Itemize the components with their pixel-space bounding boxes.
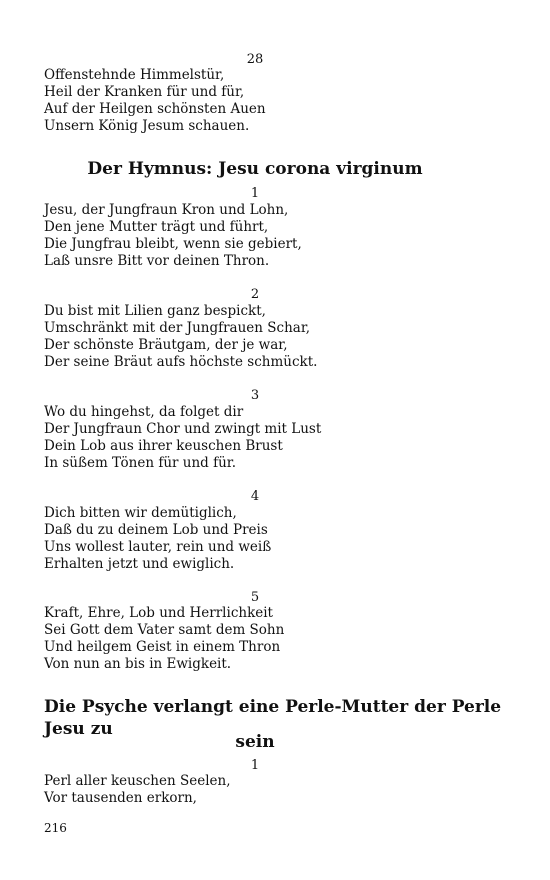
verse-line: Der Jungfraun Chor und zwingt mit Lust <box>44 421 322 437</box>
verse-line: Dich bitten wir demütiglich, <box>44 505 237 521</box>
verse-line: Laß unsre Bitt vor deinen Thron. <box>44 253 270 269</box>
verse-line: Auf der Heilgen schönsten Auen <box>44 101 266 117</box>
hymn-title-line-2: sein <box>235 732 275 752</box>
verse-line: Die Jungfrau bleibt, wenn sie gebiert, <box>44 236 302 252</box>
verse-line: Offenstehnde Himmelstür, <box>44 67 225 83</box>
stanza-number: 1 <box>250 758 260 773</box>
verse-line: In süßem Tönen für und für. <box>44 455 237 471</box>
stanza-2 <box>44 303 504 371</box>
verse-line: Heil der Kranken für und für, <box>44 84 245 100</box>
stanza-number: 1 <box>250 186 260 201</box>
verse-line: Uns wollest lauter, rein und weiß <box>44 539 272 555</box>
verse-line: Umschränkt mit der Jungfrauen Schar, <box>44 320 311 336</box>
verse-line: Der seine Bräut aufs höchste schmückt. <box>44 354 318 370</box>
hymn-title: Der Hymnus: Jesu corona virginum <box>87 159 423 179</box>
verse-line: Daß du zu deinem Lob und Preis <box>44 522 268 538</box>
verse-line: Und heilgem Geist in einem Thron <box>44 639 281 655</box>
verse-line: Von nun an bis in Ewigkeit. <box>44 656 232 672</box>
verse-line: Unsern König Jesum schauen. <box>44 118 250 134</box>
stanza-5 <box>44 605 504 673</box>
verse-line: Wo du hingehst, da folget dir <box>44 404 244 420</box>
verse-line: Den jene Mutter trägt und führt, <box>44 219 269 235</box>
stanza-intro <box>44 67 504 135</box>
stanza-number: 3 <box>250 388 260 403</box>
hymn-title-line-1: Die Psyche verlangt eine Perle-Mutter der Perle Jesu zu <box>44 697 502 739</box>
stanza-4 <box>44 505 504 573</box>
verse-line: Kraft, Ehre, Lob und Herrlichkeit <box>44 605 273 621</box>
verse-line: Vor tausenden erkorn, <box>44 790 197 806</box>
stanza-number: 5 <box>250 590 260 605</box>
stanza-1 <box>44 773 504 807</box>
stanza-number: 2 <box>250 287 260 302</box>
stanza-3 <box>44 404 504 472</box>
stanza-number: 4 <box>250 489 260 504</box>
verse-line: Perl aller keuschen Seelen, <box>44 773 231 789</box>
page-number: 216 <box>44 821 67 835</box>
verse-line: Dein Lob aus ihrer keuschen Brust <box>44 438 283 454</box>
verse-line: Jesu, der Jungfraun Kron und Lohn, <box>44 202 289 218</box>
stanza-1 <box>44 202 504 270</box>
verse-line: Du bist mit Lilien ganz bespickt, <box>44 303 266 319</box>
verse-line: Sei Gott dem Vater samt dem Sohn <box>44 622 285 638</box>
verse-line: Der schönste Bräutgam, der je war, <box>44 337 288 353</box>
stanza-number: 28 <box>246 52 264 67</box>
verse-line: Erhalten jetzt und ewiglich. <box>44 556 235 572</box>
